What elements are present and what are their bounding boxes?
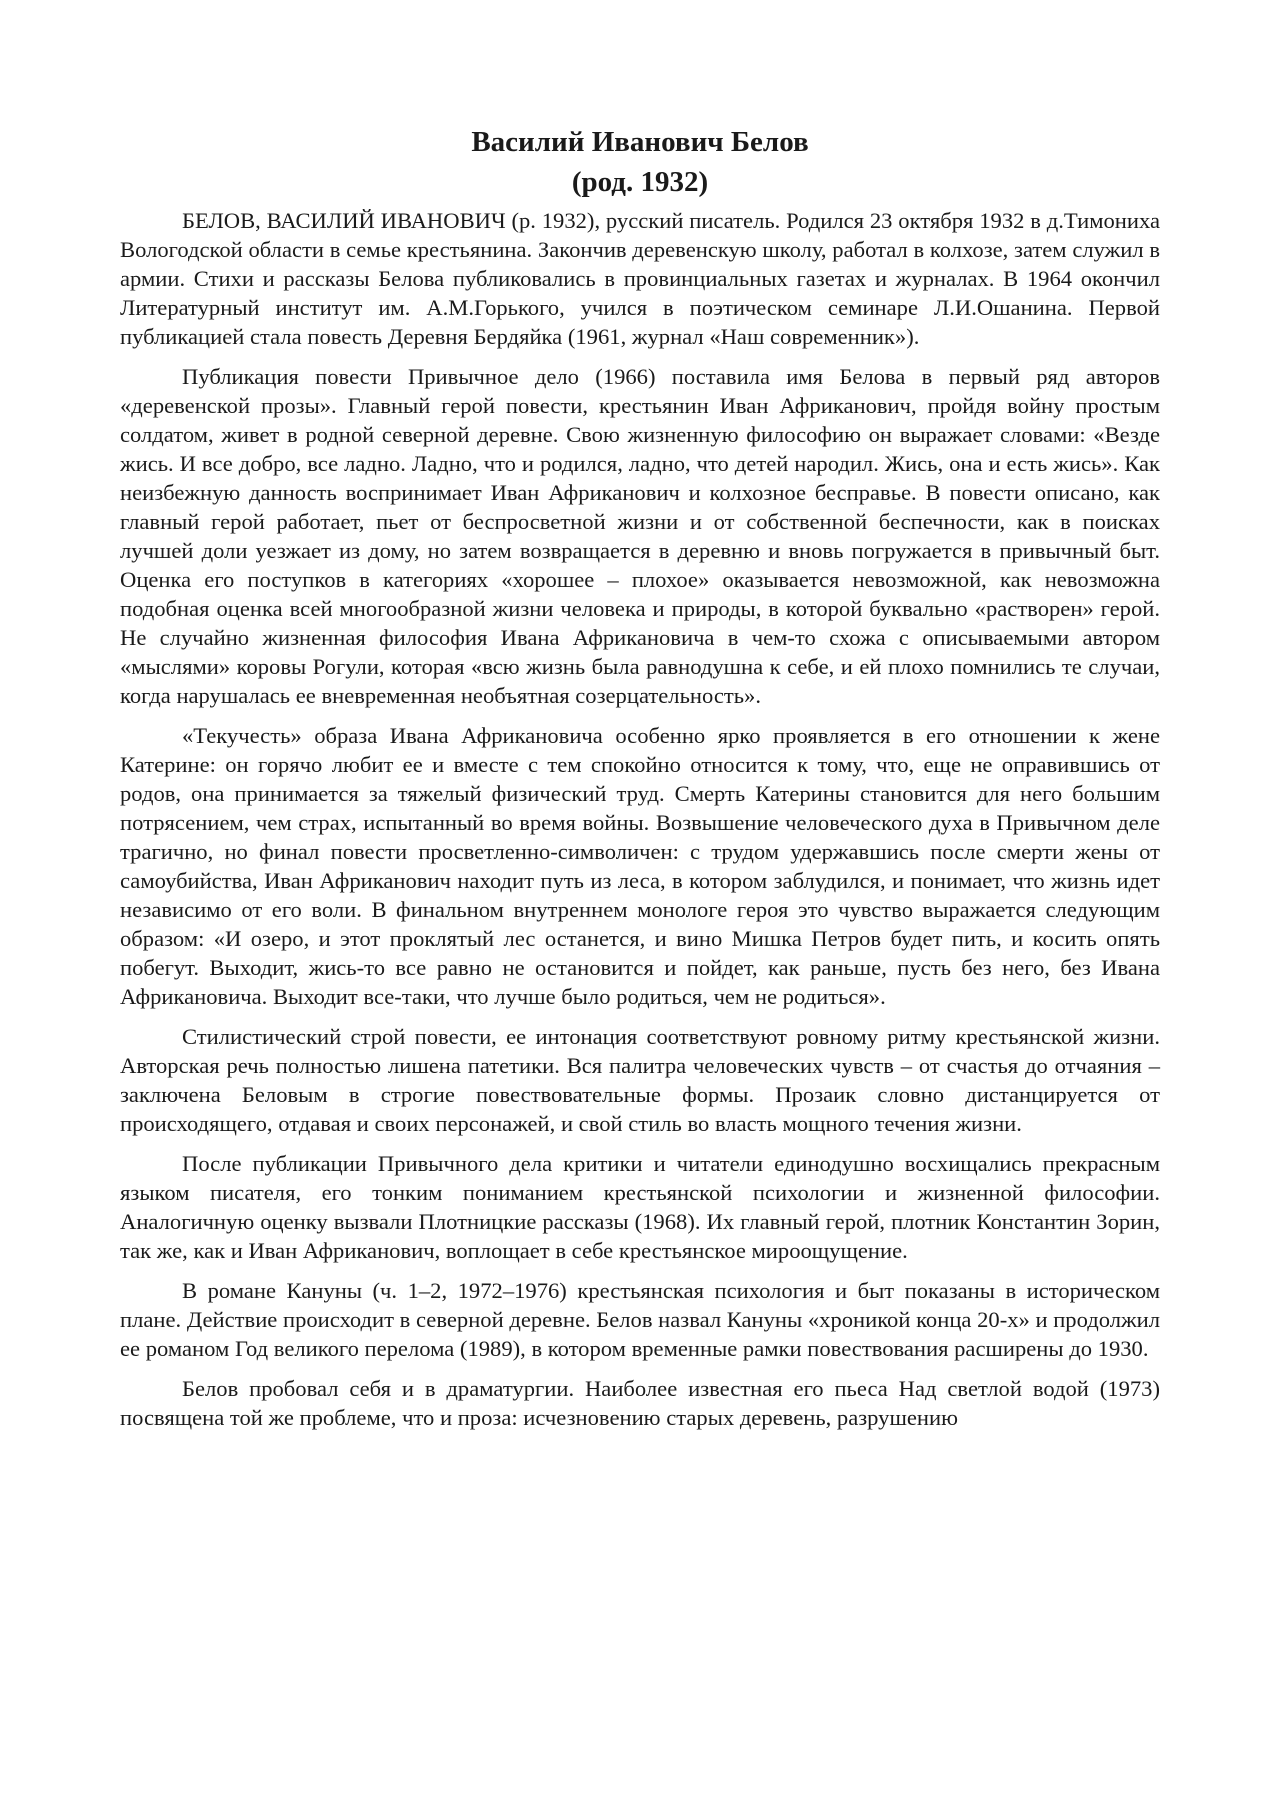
paragraph-tekuchest: «Текучесть» образа Ивана Африкановича особенно ярко проявляется в его отношении к жене Катерине: он горячо любит ее и вместе с тем спокойно относится к тому, что, еще не оправившись от родов, она принимается за тяжелый физический труд. Смерть Катерины становится для него большим потрясением, чем страх, испытанный во время войны. Возвышение человеческого духа в Привычном деле трагично, но финал повести просветленно-символичен: с трудом удержавшись после смерти жены от самоубийства, Иван Африканович находит путь из леса, в котором заблудился, и понимает, что жизнь идет независимо от его воли. В финальном внутреннем монологе героя это чувство выражается следующим образом: «И озеро, и этот проклятый лес останется, и вино Мишка Петров будет пить, и косить опять побегут. Выходит, жись-то все равно не остановится и пойдет, как раньше, пусть без него, без Ивана Африкановича. Выходит все-таки, что лучше было родиться, чем не родиться». (120, 723, 1160, 1009)
document-body (120, 122, 1160, 1443)
document-subtitle: (род. 1932) (571, 166, 709, 198)
paragraph-privychnoe-delo: Публикация повести Привычное дело (1966) поставила имя Белова в первый ряд авторов «деревенской прозы». Главный герой повести, крестьянин Иван Африканович, пройдя войну простым солдатом, живет в родной северной деревне. Свою жизненную философию он выражает словами: «Везде жись. И все добро, все ладно. Ладно, что и родился, ладно, что детей народил. Жись, она и есть жись». Как неизбежную данность воспринимает Иван Африканович и колхозное бесправье. В повести описано, как главный герой работает, пьет от беспросветной жизни и от собственной беспечности, как в поисках лучшей доли уезжает из дому, но затем возвращается в деревню и вновь погружается в привычный быт. Оценка его поступков в категориях «хорошее – плохое» оказывается невозможной, как невозможна подобная оценка всей многообразной жизни человека и природы, в которой буквально «растворен» герой. Не случайно жизненная философия Ивана Африкановича в чем-то схожа с описываемыми автором «мыслями» коровы Рогули, которая «всю жизнь была равнодушна к себе, и ей плохо помнились те случаи, когда нарушалась ее вневременная необъятная созерцательность». (120, 364, 1160, 708)
paragraph-plotnitskie: После публикации Привычного дела критики и читатели единодушно восхищались прекрасным языком писателя, его тонким пониманием крестьянской психологии и жизненной философии. Аналогичную оценку вызвали Плотницкие рассказы (1968). Их главный герой, плотник Константин Зорин, так же, как и Иван Африканович, воплощает в себе крестьянское мироощущение. (120, 1151, 1160, 1263)
document-title: Василий Иванович Белов (471, 126, 809, 158)
paragraph-dramaturgy: Белов пробовал себя и в драматургии. Наиболее известная его пьеса Над светлой водой (1973) посвящена той же проблеме, что и проза: исчезновению старых деревень, разрушению (120, 1376, 1160, 1430)
paragraph-biography: БЕЛОВ, ВАСИЛИЙ ИВАНОВИЧ (р. 1932), русский писатель. Родился 23 октября 1932 в д.Тимониха Вологодской области в семье крестьянина. Закончив деревенскую школу, работал в колхозе, затем служил в армии. Стихи и рассказы Белова публиковались в провинциальных газетах и журналах. В 1964 окончил Литературный институт им. А.М.Горького, учился в поэтическом семинаре Л.И.Ошанина. Первой публикацией стала повесть Деревня Бердяйка (1961, журнал «Наш современник»). (120, 208, 1160, 349)
paragraph-style: Стилистический строй повести, ее интонация соответствуют ровному ритму крестьянской жизни. Авторская речь полностью лишена патетики. Вся палитра человеческих чувств – от счастья до отчаяния – заключена Беловым в строгие повествовательные формы. Прозаик словно дистанцируется от происходящего, отдавая и своих персонажей, и свой стиль во власть мощного течения жизни. (120, 1024, 1160, 1136)
paragraph-kanuny: В романе Кануны (ч. 1–2, 1972–1976) крестьянская психология и быт показаны в историческом плане. Действие происходит в северной деревне. Белов назвал Кануны «хроникой конца 20-х» и продолжил ее романом Год великого перелома (1989), в котором временные рамки повествования расширены до 1930. (120, 1278, 1160, 1361)
